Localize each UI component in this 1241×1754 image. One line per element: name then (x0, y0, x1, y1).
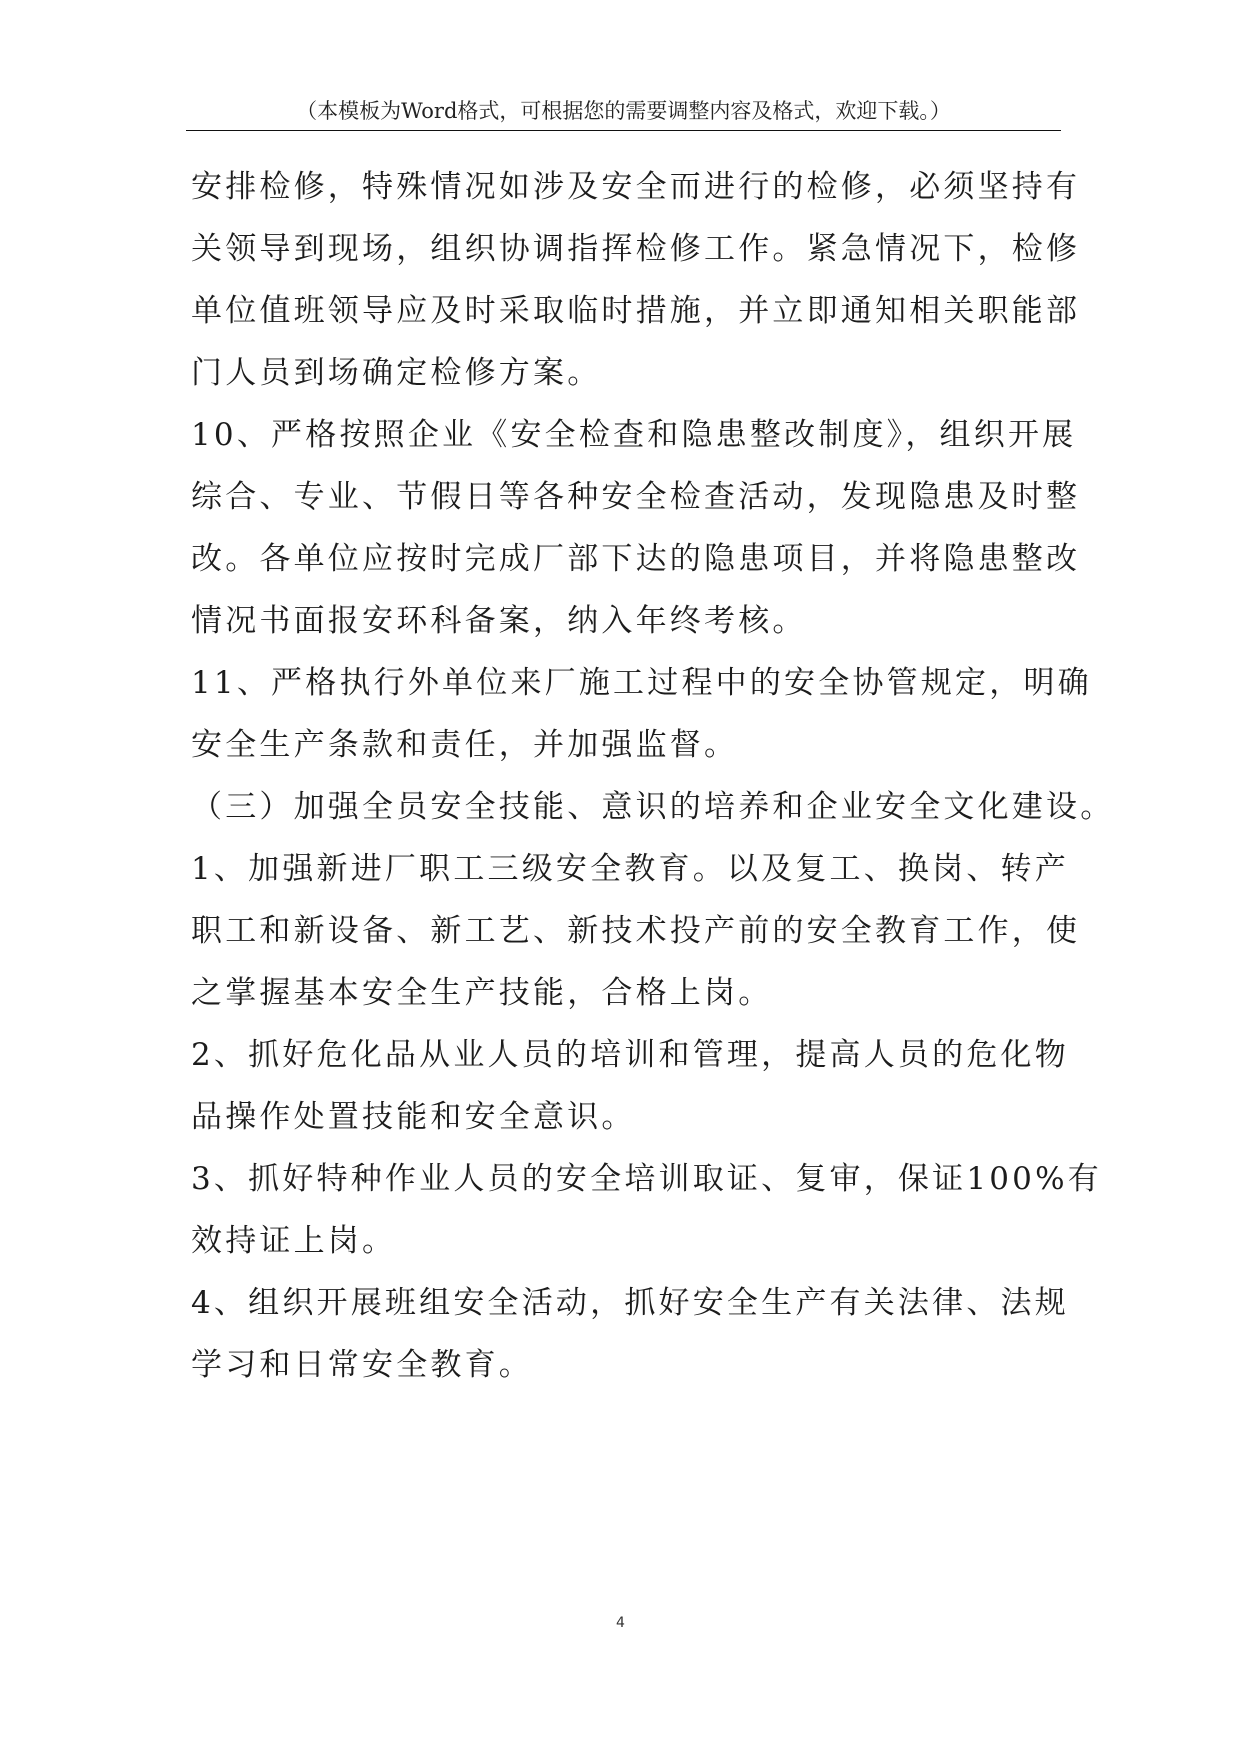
body-line: 情况书面报安环科备案，纳入年终考核。 (191, 603, 807, 639)
section-heading: （三）加强全员安全技能、意识的培养和企业安全文化建设。 (191, 789, 1115, 825)
body-line: 综合、专业、节假日等各种安全检查活动，发现隐患及时整 (191, 479, 1081, 515)
body-line: 职工和新设备、新工艺、新技术投产前的安全教育工作，使 (191, 913, 1081, 949)
body-line: 安全生产条款和责任，并加强监督。 (191, 727, 739, 763)
header-divider (186, 130, 1061, 131)
page-number: 4 (616, 1615, 625, 1631)
body-line: 3、抓好特种作业人员的安全培训取证、复审，保证100%有 (191, 1161, 1102, 1197)
header-note: （本模板为Word格式，可根据您的需要调整内容及格式，欢迎下载。） (296, 99, 951, 123)
body-line: 改。各单位应按时完成厂部下达的隐患项目，并将隐患整改 (191, 541, 1081, 577)
body-line: 单位值班领导应及时采取临时措施，并立即通知相关职能部 (191, 293, 1081, 329)
body-line: 品操作处置技能和安全意识。 (191, 1099, 636, 1135)
body-line: 学习和日常安全教育。 (191, 1347, 533, 1383)
body-line: 11、严格执行外单位来厂施工过程中的安全协管规定，明确 (191, 665, 1092, 701)
body-line: 关领导到现场，组织协调指挥检修工作。紧急情况下，检修 (191, 231, 1081, 267)
body-line: 2、抓好危化品从业人员的培训和管理，提高人员的危化物 (191, 1037, 1069, 1073)
body-line: 门人员到场确定检修方案。 (191, 355, 602, 391)
body-line: 效持证上岗。 (191, 1223, 397, 1259)
body-line: 之掌握基本安全生产技能，合格上岗。 (191, 975, 773, 1011)
document-body (191, 156, 1115, 1396)
body-line: 1、加强新进厂职工三级安全教育。以及复工、换岗、转产 (191, 851, 1069, 887)
body-line: 4、组织开展班组安全活动，抓好安全生产有关法律、法规 (191, 1285, 1069, 1321)
body-line: 安排检修，特殊情况如涉及安全而进行的检修，必须坚持有 (191, 169, 1081, 205)
body-line: 10、严格按照企业《安全检查和隐患整改制度》，组织开展 (191, 417, 1077, 453)
